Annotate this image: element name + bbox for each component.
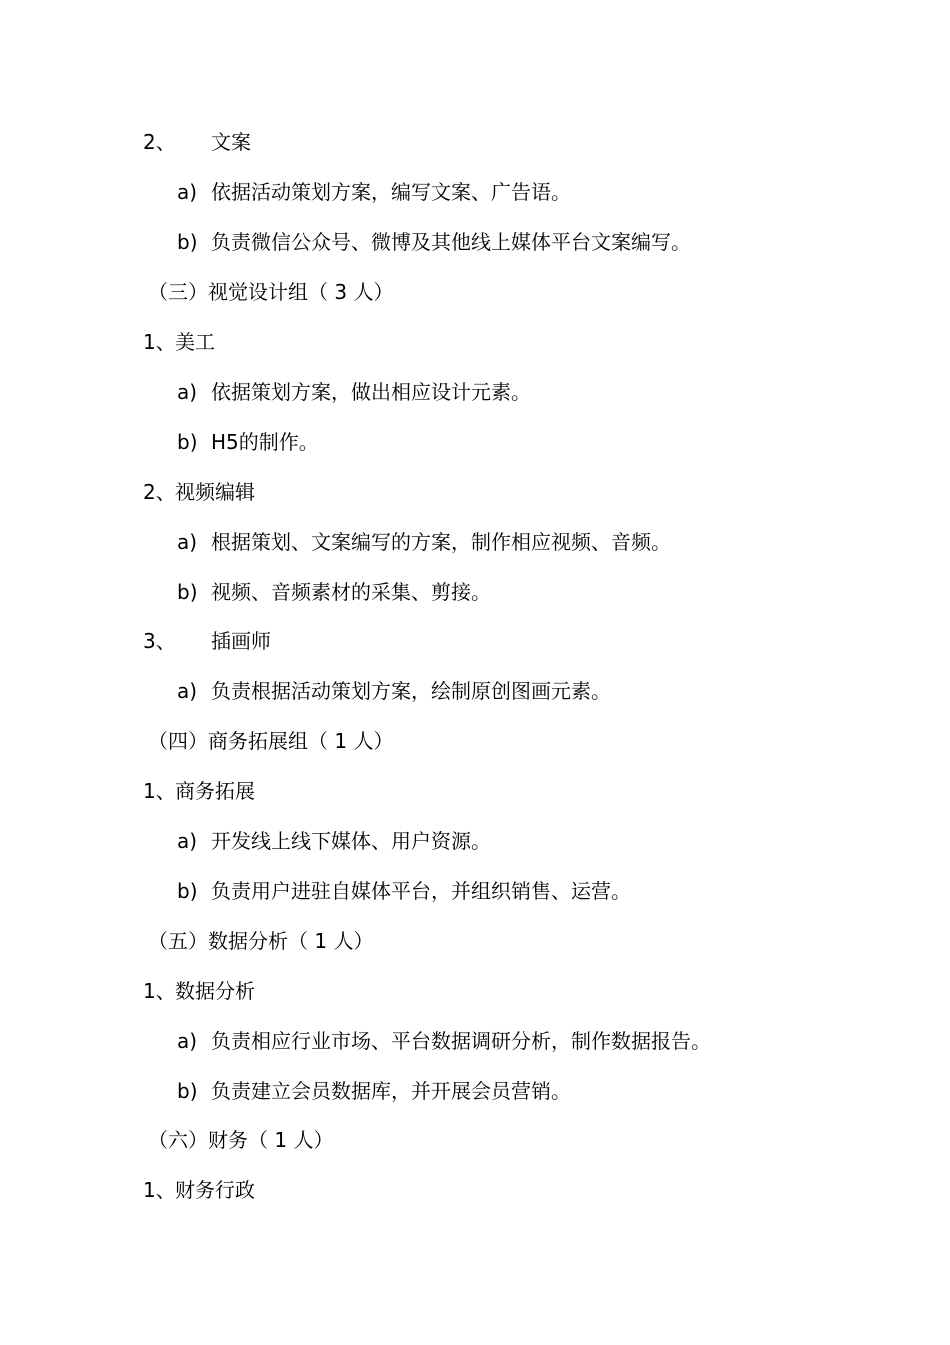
item-text: H5的制作。	[211, 430, 319, 454]
subsection-heading	[0, 1175, 950, 1205]
subsection-heading	[0, 776, 950, 806]
section-heading	[0, 926, 950, 956]
heading-text: 财务行政	[175, 1178, 255, 1202]
list-item	[0, 577, 950, 607]
list-item	[0, 377, 950, 407]
list-item	[0, 1076, 950, 1106]
heading-number: 2、	[143, 480, 176, 504]
section-heading	[0, 277, 950, 307]
item-text: 负责相应行业市场、平台数据调研分析，制作数据报告。	[211, 1029, 711, 1053]
heading-number: 1、	[143, 779, 176, 803]
heading-text: 商务拓展	[175, 779, 255, 803]
section-heading-text: （六）财务（ 1 人）	[148, 1128, 334, 1152]
item-text: 依据活动策划方案，编写文案、广告语。	[211, 180, 571, 204]
list-item	[0, 876, 950, 906]
list-item	[0, 527, 950, 557]
item-marker: a)	[177, 1029, 198, 1053]
item-marker: b)	[177, 879, 198, 903]
list-item	[0, 826, 950, 856]
item-text: 开发线上线下媒体、用户资源。	[211, 829, 491, 853]
item-marker: a)	[177, 530, 198, 554]
heading-number: 1、	[143, 1178, 176, 1202]
subsection-heading	[0, 626, 950, 656]
section-heading-text: （五）数据分析（ 1 人）	[148, 929, 374, 953]
item-text: 负责用户进驻自媒体平台，并组织销售、运营。	[211, 879, 631, 903]
list-item	[0, 227, 950, 257]
item-text: 负责微信公众号、微博及其他线上媒体平台文案编写。	[211, 230, 691, 254]
item-marker: b)	[177, 580, 198, 604]
heading-number: 1、	[143, 330, 176, 354]
subsection-heading	[0, 976, 950, 1006]
item-text: 依据策划方案，做出相应设计元素。	[211, 380, 531, 404]
section-heading	[0, 726, 950, 756]
item-marker: a)	[177, 679, 198, 703]
section-heading	[0, 1125, 950, 1155]
list-item	[0, 676, 950, 706]
heading-text: 文案	[211, 130, 251, 154]
list-item	[0, 427, 950, 457]
heading-text: 美工	[175, 330, 215, 354]
heading-number: 2、	[143, 130, 176, 154]
section-heading-text: （四）商务拓展组（ 1 人）	[148, 729, 394, 753]
subsection-heading	[0, 477, 950, 507]
heading-number: 1、	[143, 979, 176, 1003]
subsection-heading	[0, 327, 950, 357]
item-marker: a)	[177, 180, 198, 204]
item-marker: a)	[177, 829, 198, 853]
item-marker: b)	[177, 230, 198, 254]
heading-text: 数据分析	[175, 979, 255, 1003]
heading-text: 插画师	[211, 629, 271, 653]
item-marker: b)	[177, 430, 198, 454]
item-text: 负责建立会员数据库，并开展会员营销。	[211, 1079, 571, 1103]
heading-text: 视频编辑	[175, 480, 255, 504]
item-text: 根据策划、文案编写的方案，制作相应视频、音频。	[211, 530, 671, 554]
item-marker: b)	[177, 1079, 198, 1103]
subsection-heading	[0, 127, 950, 157]
item-text: 视频、音频素材的采集、剪接。	[211, 580, 491, 604]
heading-number: 3、	[143, 629, 176, 653]
section-heading-text: （三）视觉设计组（ 3 人）	[148, 280, 394, 304]
item-text: 负责根据活动策划方案，绘制原创图画元素。	[211, 679, 611, 703]
list-item	[0, 1026, 950, 1056]
list-item	[0, 177, 950, 207]
item-marker: a)	[177, 380, 198, 404]
